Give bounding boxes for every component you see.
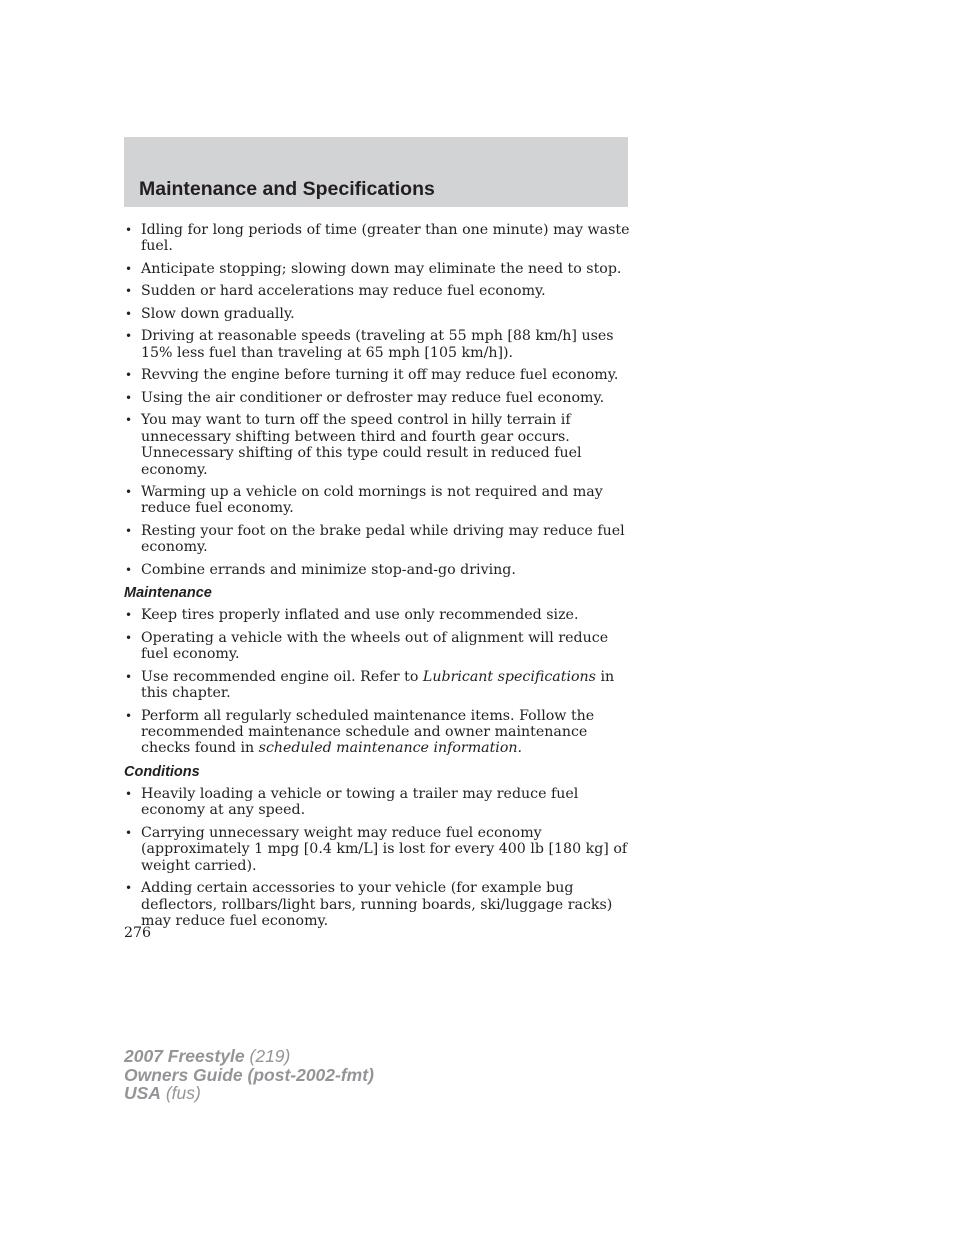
bullet-icon: • [125, 261, 133, 276]
page-content [124, 222, 634, 936]
list-item: • Adding certain accessories to your vehicle (for example bug deflectors, rollbars/light bars, running boards, ski/luggage racks) may reduce fuel economy. [125, 880, 613, 929]
list-item: • Warming up a vehicle on cold mornings is not required and may reduce fuel economy. [125, 484, 603, 517]
bullet-icon: • [125, 284, 133, 299]
list-item: • You may want to turn off the speed control in hilly terrain if unnecessary shifting between third and fourth gear occurs. Unnecessary shifting of this type could result in reduced fuel economy. [125, 412, 582, 478]
bullet-icon: • [125, 669, 133, 684]
list-item: • Sudden or hard accelerations may reduce fuel economy. [125, 283, 546, 300]
bullet-icon: • [125, 630, 133, 645]
bullet-icon: • [125, 306, 133, 321]
list-item: • Operating a vehicle with the wheels out of alignment will reduce fuel economy. [125, 629, 609, 663]
list-item: • Resting your foot on the brake pedal while driving may reduce fuel economy. [125, 522, 625, 556]
bullet-icon: • [125, 608, 133, 623]
bullet-icon: • [125, 368, 133, 383]
list-item: • Combine errands and minimize stop-and-go driving. [125, 561, 516, 578]
section-header-band [124, 137, 628, 207]
list-item: • Keep tires properly inflated and use only recommended size. [125, 607, 579, 624]
fuel-tips-list [124, 222, 634, 578]
list-item: • Anticipate stopping; slowing down may eliminate the need to stop. [125, 260, 622, 277]
bullet-icon: • [125, 562, 133, 577]
bullet-icon: • [125, 825, 133, 840]
bullet-icon: • [125, 223, 133, 237]
page-number: 276 [124, 925, 152, 941]
conditions-list [124, 786, 634, 929]
footer-line-guide: Owners Guide (post-2002-fmt) [124, 1064, 374, 1085]
list-item: • Slow down gradually. [125, 305, 295, 322]
bullet-icon: • [125, 485, 133, 500]
list-item: • Perform all regularly scheduled maintenance items. Follow the recommended maintenance schedule and owner maintenance checks found in scheduled maintenance information. [125, 707, 595, 757]
bullet-icon: • [125, 881, 133, 896]
list-item: • Heavily loading a vehicle or towing a trailer may reduce fuel economy at any speed. [125, 785, 579, 819]
footer-line-market: USA (fus) [124, 1083, 201, 1103]
lubricant-spec-reference: Lubricant specifications [422, 668, 596, 685]
list-item: • Driving at reasonable speeds (traveling at 55 mph [88 km/h] uses 15% less fuel than traveling at 65 mph [105 km/h]). [125, 328, 614, 361]
maintenance-list [124, 607, 634, 757]
bullet-icon: • [125, 523, 133, 538]
scheduled-maintenance-reference: scheduled maintenance information. [258, 740, 523, 757]
bullet-icon: • [125, 786, 133, 801]
list-item: • Use recommended engine oil. Refer to Lubricant specifications in this chapter. [125, 668, 615, 702]
conditions-heading: Conditions [124, 763, 200, 780]
bullet-icon: • [125, 708, 133, 723]
list-item: • Carrying unnecessary weight may reduce fuel economy (approximately 1 mpg [0.4 km/L] is lost for every 400 lb [180 kg] of weight carried). [125, 824, 628, 874]
bullet-icon: • [125, 329, 133, 344]
list-item: • Using the air conditioner or defroster may reduce fuel economy. [125, 389, 605, 406]
maintenance-heading: Maintenance [124, 585, 212, 602]
footer-line-model: 2007 Freestyle (219) [124, 1046, 291, 1066]
document-footer [124, 1047, 374, 1103]
list-item: • Idling for long periods of time (greater than one minute) may waste fuel. [125, 222, 630, 255]
bullet-icon: • [125, 390, 133, 405]
bullet-icon: • [125, 413, 133, 428]
list-item: • Revving the engine before turning it off may reduce fuel economy. [125, 367, 619, 384]
section-title: Maintenance and Specifications [139, 178, 435, 200]
